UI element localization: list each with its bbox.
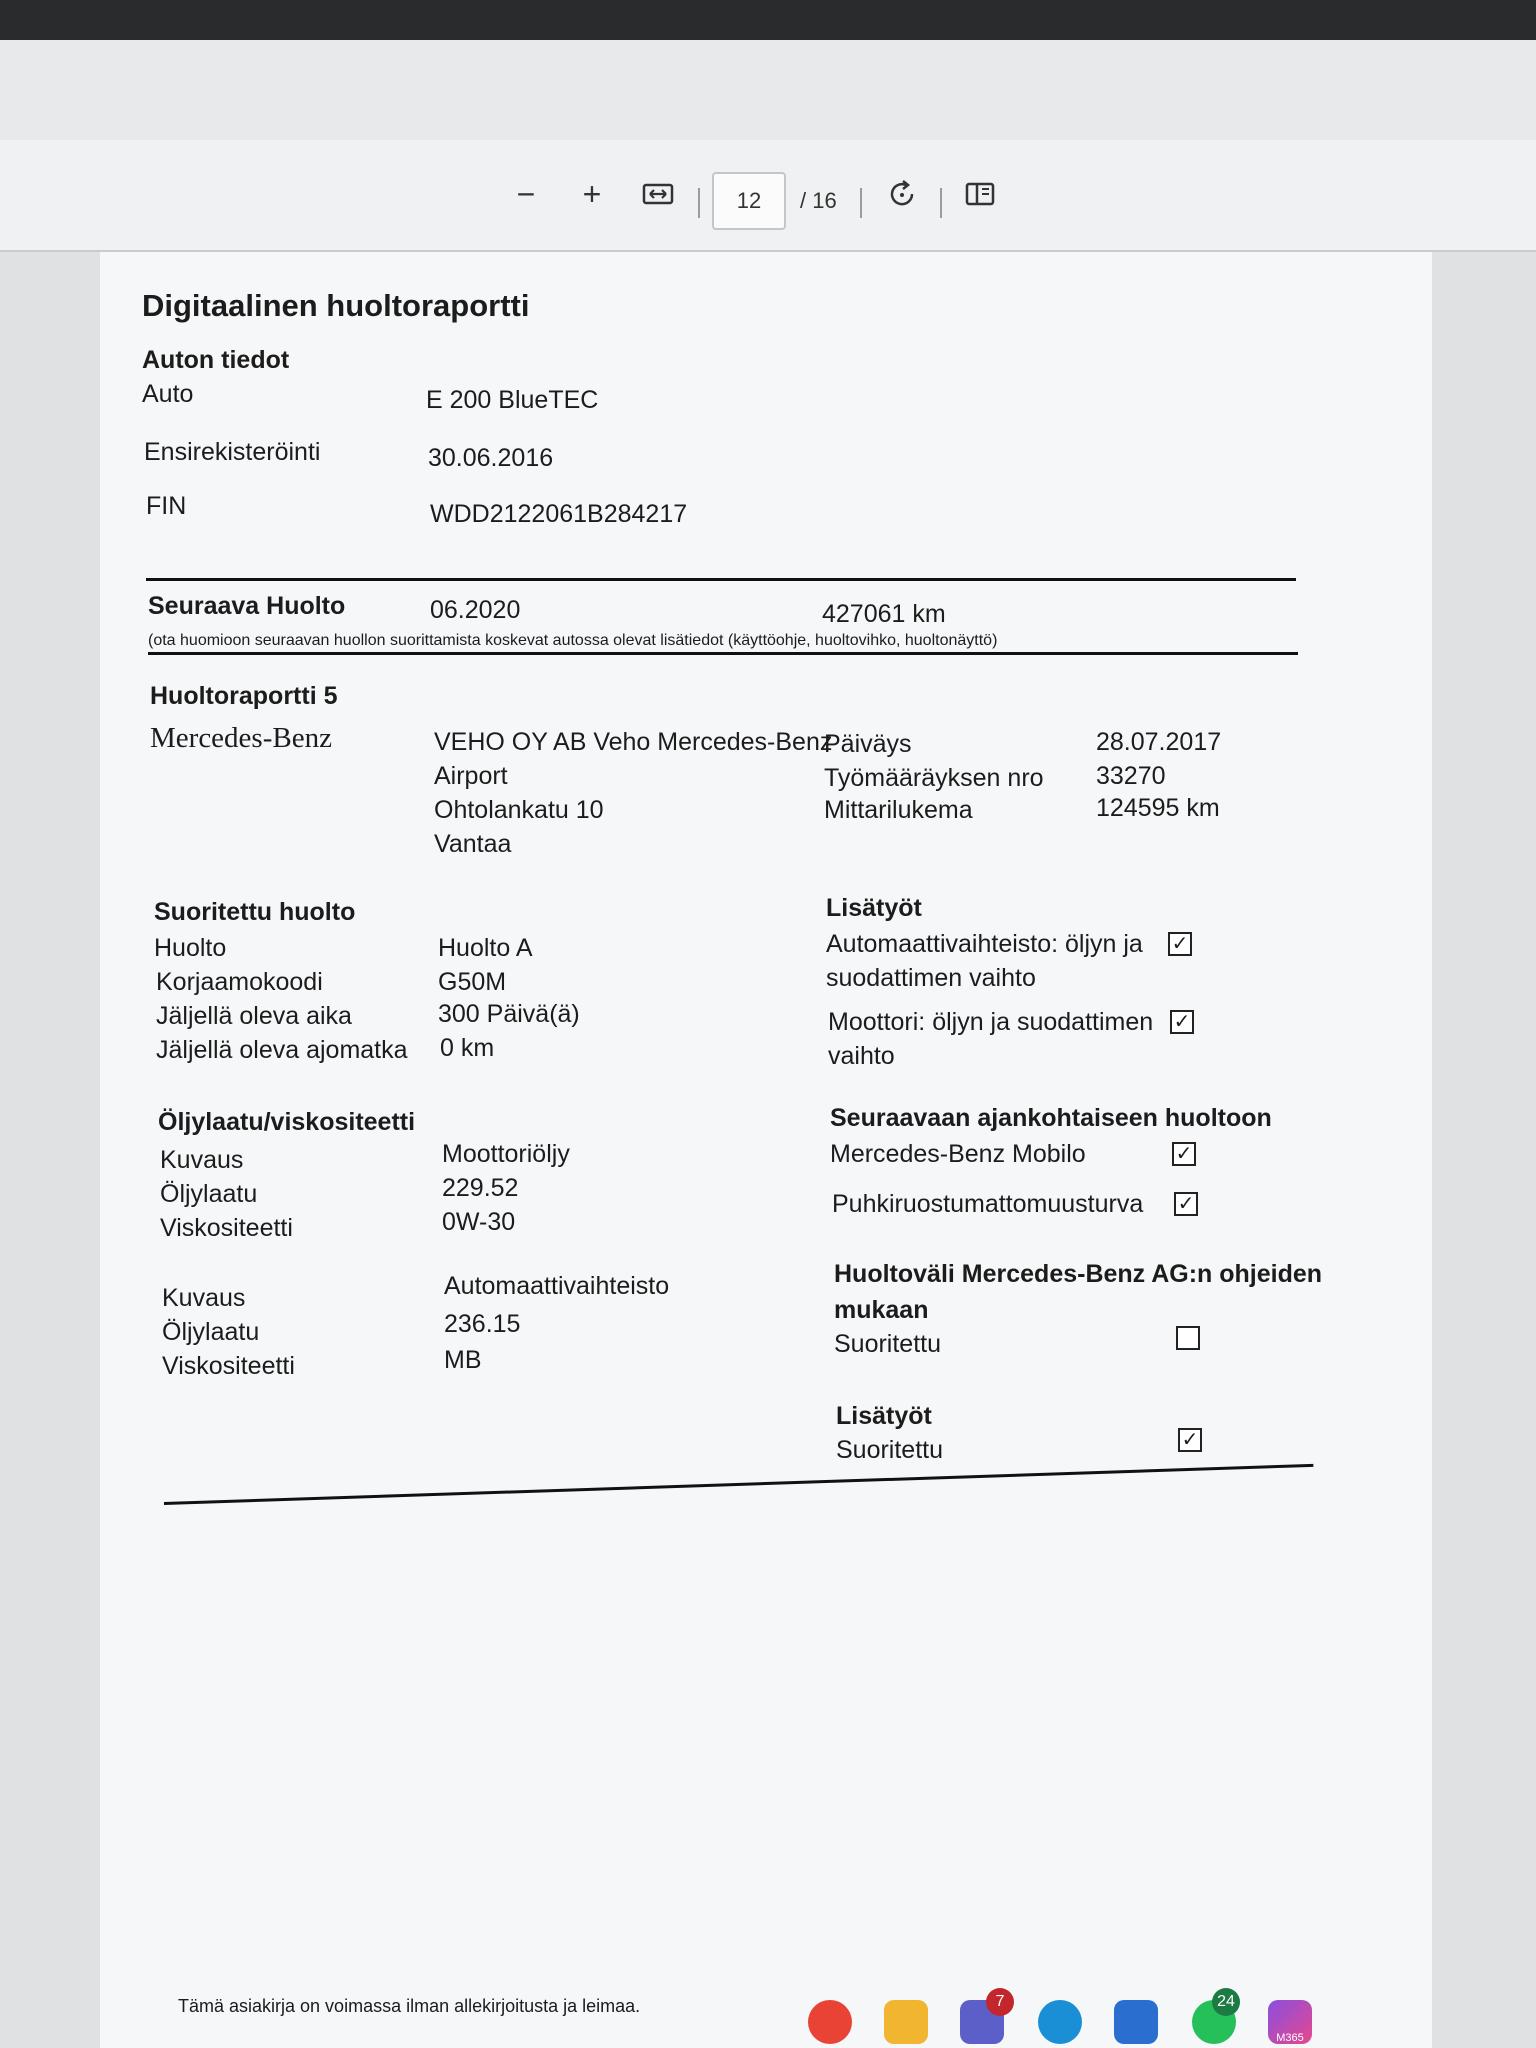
check-item-label: suodattimen vaihto: [826, 964, 1036, 992]
field-value: 0 km: [440, 1034, 495, 1062]
meta-value: 124595 km: [1096, 794, 1220, 822]
meta-label: Päiväys: [824, 730, 912, 758]
store-icon[interactable]: [1114, 2000, 1158, 2044]
field-label: Jäljellä oleva aika: [156, 1002, 352, 1030]
checkbox[interactable]: ✓: [1178, 1428, 1202, 1452]
field-value: 30.06.2016: [428, 444, 554, 472]
field-label: Öljylaatu: [160, 1180, 258, 1208]
meta-value: 33270: [1096, 762, 1166, 790]
section-heading: Suoritettu huolto: [154, 898, 356, 926]
divider-line: [146, 578, 1296, 581]
field-label: Jäljellä oleva ajomatka: [156, 1036, 408, 1064]
field-label: Auto: [142, 380, 194, 408]
meta-value: 28.07.2017: [1096, 728, 1222, 756]
dealer-line: Ohtolankatu 10: [434, 796, 604, 824]
checkbox[interactable]: ✓: [1174, 1192, 1198, 1216]
check-item-label: Puhkiruostumattomuusturva: [832, 1190, 1144, 1218]
rotate-button[interactable]: [880, 172, 924, 216]
zoom-out-button[interactable]: −: [516, 175, 536, 212]
field-label: Kuvaus: [160, 1146, 244, 1174]
chrome-icon[interactable]: [808, 2000, 852, 2044]
checkbox[interactable]: ✓: [1172, 1142, 1196, 1166]
rotate-icon: [886, 178, 918, 210]
field-value: Automaattivaihteisto: [444, 1272, 670, 1300]
field-label: Öljylaatu: [162, 1318, 260, 1346]
file-explorer-icon[interactable]: [884, 2000, 928, 2044]
divider-line: [148, 652, 1298, 655]
dealer-line: Vantaa: [434, 830, 512, 858]
page-title: Digitaalinen huoltoraportti: [142, 288, 530, 323]
field-value: 0W-30: [442, 1208, 516, 1236]
next-service-km: 427061 km: [822, 600, 946, 628]
field-value: G50M: [438, 968, 507, 996]
field-label: Kuvaus: [162, 1284, 246, 1312]
next-service-label: Seuraava Huolto: [148, 592, 346, 620]
footer-note: Tämä asiakirja on voimassa ilman allekirjoitusta ja leimaa.: [178, 1996, 641, 2016]
section-heading: Auton tiedot: [142, 346, 290, 374]
section-heading: mukaan: [834, 1296, 929, 1324]
field-value: Huolto A: [438, 934, 533, 962]
check-item-label: Moottori: öljyn ja suodattimen: [828, 1008, 1154, 1036]
field-label: Korjaamokoodi: [156, 968, 323, 996]
page-total: / 16: [800, 188, 837, 213]
notification-badge: 24: [1212, 1988, 1240, 2016]
field-value: Moottoriöljy: [442, 1140, 570, 1168]
edge-icon[interactable]: [1038, 2000, 1082, 2044]
fit-width-icon: [642, 182, 674, 206]
check-item-label: Mercedes-Benz Mobilo: [830, 1140, 1086, 1168]
check-item-label: vaihto: [828, 1042, 895, 1070]
section-heading: Öljylaatu/viskositeetti: [158, 1108, 416, 1136]
field-value: 236.15: [444, 1310, 521, 1338]
dealer-line: Airport: [434, 762, 508, 790]
meta-label: Mittarilukema: [824, 796, 973, 824]
section-heading: Seuraavaan ajankohtaiseen huoltoon: [830, 1104, 1272, 1132]
mercedes-benz-logo: Mercedes-Benz: [150, 722, 332, 754]
checkbox[interactable]: ✓: [1170, 1010, 1194, 1034]
section-heading: Huoltoraportti 5: [150, 682, 338, 710]
section-heading: Lisätyöt: [836, 1402, 932, 1430]
field-value: WDD2122061B284217: [430, 500, 688, 528]
page-number-input[interactable]: 12: [712, 172, 786, 230]
dealer-line: VEHO OY AB Veho Mercedes-Benz: [434, 728, 833, 756]
next-service-note: (ota huomioon seuraavan huollon suorittamista koskevat autossa olevat lisätiedot (käyttöohje, huoltovihko, huoltonäyttö): [148, 632, 998, 649]
field-value: 229.52: [442, 1174, 519, 1202]
divider-line: [164, 1464, 1313, 1505]
checkbox[interactable]: [1176, 1326, 1200, 1350]
check-item-label: Suoritettu: [836, 1436, 944, 1464]
field-value: MB: [444, 1346, 482, 1374]
toolbar-divider: [940, 188, 942, 218]
meta-label: Työmääräyksen nro: [824, 764, 1044, 792]
toolbar-divider: [860, 188, 862, 218]
checkbox[interactable]: ✓: [1168, 932, 1192, 956]
section-heading: Huoltoväli Mercedes-Benz AG:n ohjeiden: [834, 1260, 1323, 1288]
section-heading: Lisätyöt: [826, 894, 922, 922]
field-label: Ensirekisteröinti: [144, 438, 321, 466]
field-label: Viskositeetti: [160, 1214, 293, 1242]
field-label: Viskositeetti: [162, 1352, 295, 1380]
page-view-button[interactable]: [958, 172, 1002, 216]
page-view-icon: [964, 180, 996, 208]
field-value: 300 Päivä(ä): [438, 1000, 580, 1028]
field-label: FIN: [146, 492, 187, 520]
window-chrome: [0, 40, 1536, 140]
check-item-label: Automaattivaihteisto: öljyn ja: [826, 930, 1143, 958]
field-value: E 200 BlueTEC: [426, 386, 599, 414]
toolbar-divider: [698, 188, 700, 218]
m365-icon[interactable]: M365: [1268, 2000, 1312, 2044]
field-label: Huolto: [154, 934, 227, 962]
notification-badge: 7: [986, 1988, 1014, 2016]
next-service-date: 06.2020: [430, 596, 521, 624]
fit-width-button[interactable]: [636, 172, 680, 216]
pdf-page: [100, 252, 1432, 2048]
check-item-label: Suoritettu: [834, 1330, 942, 1358]
zoom-in-button[interactable]: +: [582, 175, 602, 212]
